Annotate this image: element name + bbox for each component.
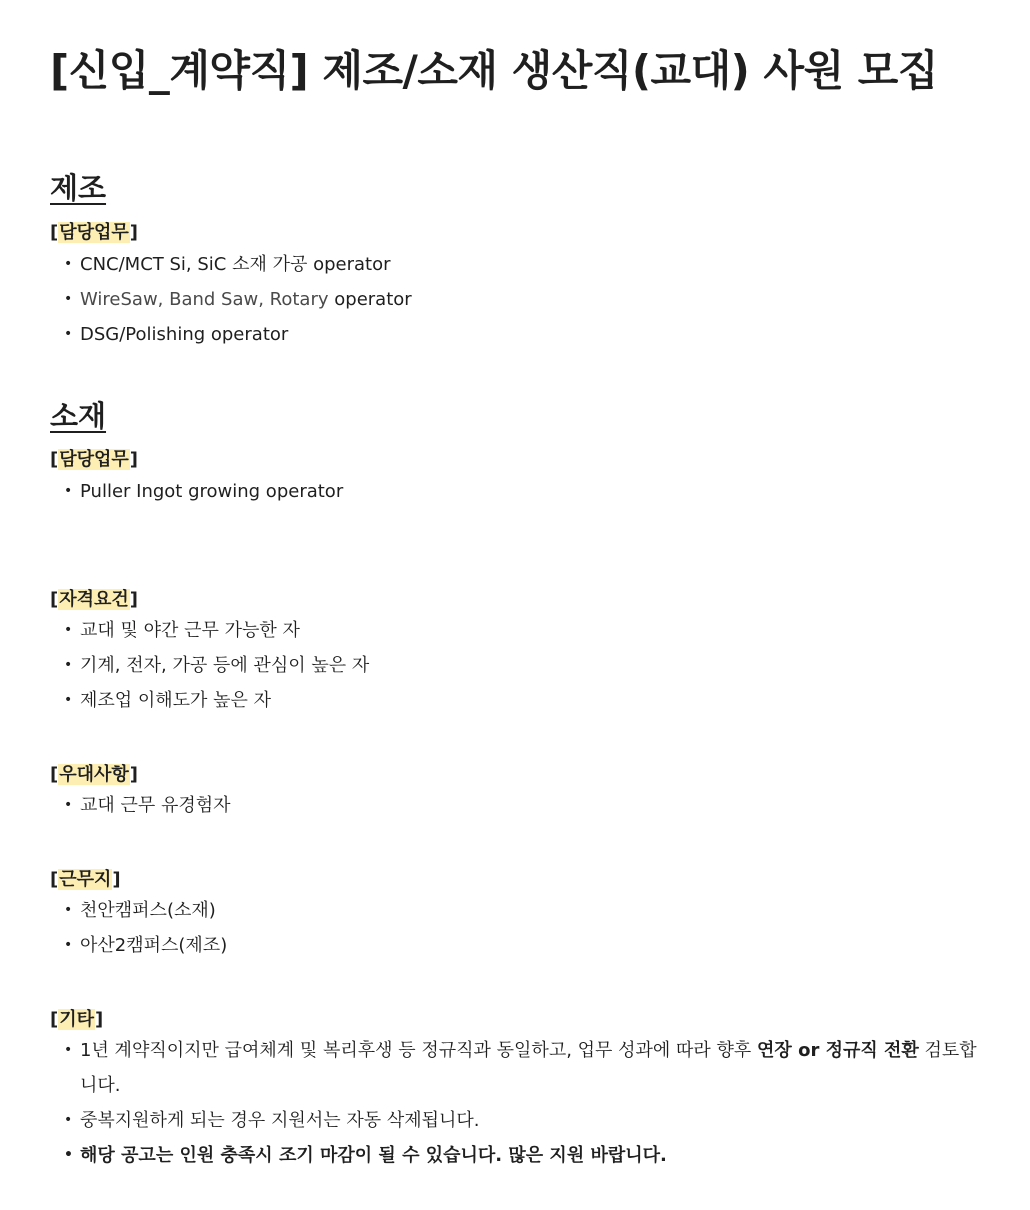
bullet-icon: • [64, 291, 73, 307]
list-item: • DSG/Polishing operator [50, 317, 980, 352]
list-item: • 교대 및 야간 근무 가능한 자 [50, 613, 980, 648]
bullet-icon: • [64, 256, 73, 272]
list-item: • 제조업 이해도가 높은 자 [50, 683, 980, 718]
list-item: • 기계, 전자, 가공 등에 관심이 높은 자 [50, 648, 980, 683]
list-item: • WireSaw, Band Saw, Rotary operator [50, 282, 980, 317]
duty-list-material [50, 474, 980, 509]
section-heading-manufacturing: 제조 [50, 171, 107, 205]
list-item: • 해당 공고는 인원 충족시 조기 마감이 될 수 있습니다. 많은 지원 바랍니다. [50, 1138, 980, 1173]
duty-label-material: [담당업무] [50, 449, 139, 470]
qualifications-label: [자격요건] [50, 589, 139, 610]
duty-list-manufacturing [50, 247, 980, 352]
bullet-icon: • [64, 483, 73, 499]
list-item: • 천안캠퍼스(소재) [50, 893, 980, 928]
list-item: • 아산2캠퍼스(제조) [50, 928, 980, 963]
preferred-list [50, 788, 980, 823]
list-item: • CNC/MCT Si, SiC 소재 가공 operator [50, 247, 980, 282]
bullet-icon: • [64, 902, 73, 918]
bullet-icon: • [64, 622, 73, 638]
qualifications-list [50, 613, 980, 718]
preferred-label: [우대사항] [50, 764, 139, 785]
bullet-icon: • [64, 1147, 73, 1163]
etc-label: [기타] [50, 1009, 104, 1030]
list-item: • Puller Ingot growing operator [50, 474, 980, 509]
bullet-icon: • [64, 1112, 73, 1128]
workplace-label: [근무지] [50, 869, 121, 890]
duty-label-manufacturing: [담당업무] [50, 222, 139, 243]
section-heading-material: 소재 [50, 399, 107, 433]
etc-list [50, 1033, 980, 1173]
bullet-icon: • [64, 797, 73, 813]
bullet-icon: • [64, 937, 73, 953]
list-item: • 1년 계약직이지만 급여체계 및 복리후생 등 정규직과 동일하고, 업무 성과에 따라 향후 연장 or 정규직 전환 검토합니다. [50, 1033, 980, 1103]
bullet-icon: • [64, 1042, 73, 1058]
workplace-list [50, 893, 980, 963]
list-item: • 중복지원하게 되는 경우 지원서는 자동 삭제됩니다. [50, 1103, 980, 1138]
bullet-icon: • [64, 326, 73, 342]
list-item: • 교대 근무 유경험자 [50, 788, 980, 823]
bullet-icon: • [64, 657, 73, 673]
bullet-icon: • [64, 692, 73, 708]
page-title: [신입_계약직] 제조/소재 생산직(교대) 사원 모집 [50, 46, 938, 95]
